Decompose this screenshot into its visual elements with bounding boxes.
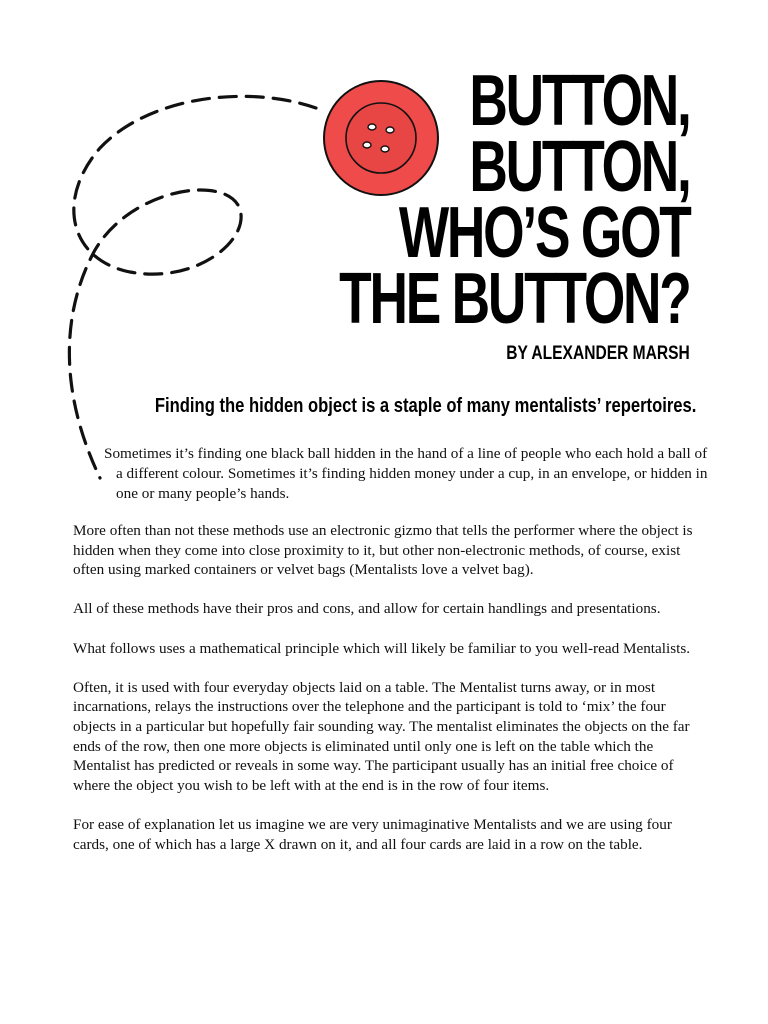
body-paragraph: More often than not these methods use an electronic gizmo that tells the performer where the object is hidden when they come into close proximity to it, but other non-electronic methods, of course, exist often using marked containers or velvet bags (Mentalists love a velvet bag). <box>73 522 693 579</box>
body-paragraph: All of these methods have their pros and cons, and allow for certain handlings and presentations. <box>73 600 661 618</box>
article-byline: BY ALEXANDER MARSH <box>506 343 690 364</box>
article-subtitle: Finding the hidden object is a staple of many mentalists’ repertoires. <box>154 395 696 417</box>
article-title <box>339 61 690 339</box>
title-line: WHO’S GOT <box>399 193 690 273</box>
body-paragraph: Often, it is used with four everyday objects laid on a table. The Mentalist turns away, or in most incarnations, relays the instructions over the telephone and the participant is told to ‘mix’ the four objects in a particular but hopefully fair sounding way. The mentalist eliminates the objects on the far ends of the row, then one more objects is eliminated until only one is left on the table which the Mentalist has predicted or reveals in some way. The participant usually has an initial free choice of where the object you wish to be left with at the end is in the row of four items. <box>73 678 690 794</box>
dashed-thread-path <box>69 96 316 478</box>
intro-paragraph: Sometimes it’s finding one black ball hidden in the hand of a line of people who each hold a ball of a different colour. Sometimes it’s finding hidden money under a cup, in an envelope, or hidden in one or many people’s hands. <box>104 445 708 502</box>
title-line: BUTTON, <box>469 127 690 207</box>
title-line: THE BUTTON? <box>339 259 690 339</box>
article-body <box>73 521 698 874</box>
body-paragraph: What follows uses a mathematical principle which will likely be familiar to you well-read Mentalists. <box>73 639 691 657</box>
body-paragraph: For ease of explanation let us imagine we are very unimaginative Mentalists and we are using four cards, one of which has a large X drawn on it, and all four cards are laid in a row on the table. <box>73 815 672 853</box>
title-line: BUTTON, <box>469 61 690 141</box>
